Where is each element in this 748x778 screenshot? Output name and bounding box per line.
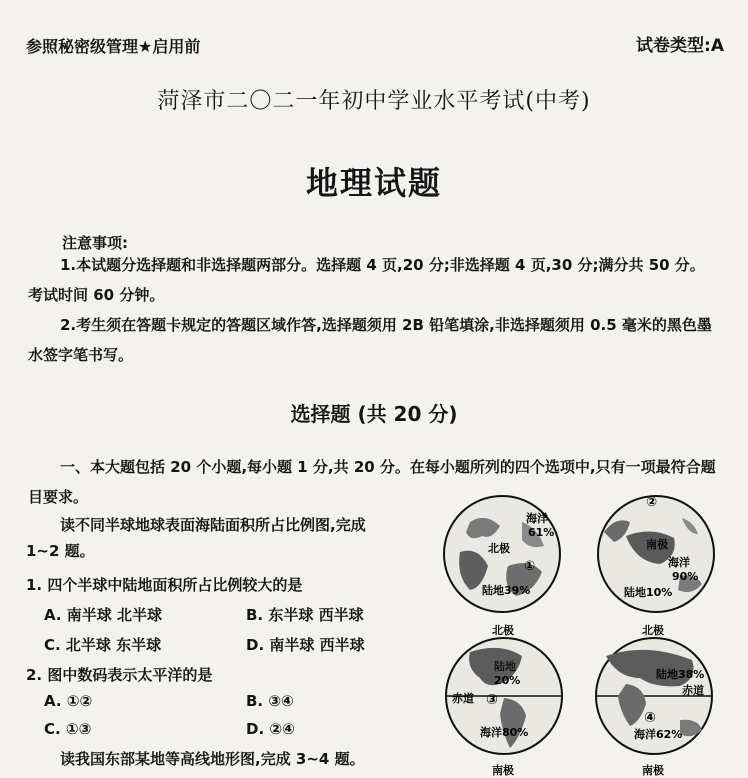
globe-4-eastern-hemisphere	[596, 623, 712, 777]
globe-3-bottom-label: 南极	[492, 764, 514, 777]
globe-1-pole-label: 北极	[488, 542, 510, 555]
globe-2-southern-hemisphere	[598, 495, 714, 612]
globe-1-number: ①	[524, 559, 536, 574]
globe-1-northern-hemisphere	[444, 496, 560, 612]
globe-4-bottom-label: 南极	[642, 764, 664, 777]
secret-level-label: 参照秘密级管理★启用前	[26, 37, 201, 56]
questions-3-4-intro: 读我国东部某地等高线地形图,完成 3~4 题。	[60, 750, 365, 768]
globe-3-land-pct: 20%	[494, 674, 521, 687]
globe-3-ocean-label: 海洋80%	[480, 726, 529, 739]
globe-2-land-label: 陆地10%	[624, 586, 673, 599]
globe-1-ocean-pct: 61%	[528, 526, 555, 539]
globe-4-number: ④	[644, 710, 656, 726]
question-2-option-d: D. ②④	[246, 720, 295, 738]
globe-4-top-label: 北极	[642, 624, 664, 637]
globe-1-land-label: 陆地39%	[482, 584, 531, 597]
globe-4-land-label: 陆地38%	[656, 668, 705, 681]
globe-3-number: ③	[486, 692, 498, 708]
subject-title: 地理试题	[305, 164, 442, 202]
note-item-1: 1.本试题分选择题和非选择题两部分。选择题 4 页,20 分;非选择题 4 页,30 分;满分共 50 分。考试时间 60 分钟。	[28, 256, 705, 304]
section-intro: 一、本大题包括 20 个小题,每小题 1 分,共 20 分。在每小题所列的四个选项中,只有一项最符合题目要求。	[28, 458, 716, 506]
question-2-stem: 2. 图中数码表示太平洋的是	[26, 666, 213, 684]
question-1-option-c: C. 北半球 东半球	[44, 636, 162, 654]
question-1-option-a: A. 南半球 北半球	[44, 606, 163, 624]
globe-4-equator-label: 赤道	[682, 684, 704, 697]
globe-3-top-label: 北极	[492, 624, 514, 637]
globe-3-equator-label: 赤道	[452, 692, 474, 705]
globe-2-ocean-pct: 90%	[672, 570, 699, 583]
question-2-option-b: B. ③④	[246, 692, 294, 710]
question-1-option-d: D. 南半球 西半球	[246, 636, 365, 654]
globe-2-ocean-label: 海洋	[668, 556, 690, 569]
globe-4-ocean-label: 海洋62%	[634, 728, 683, 741]
note-item-2: 2.考生须在答题卡规定的答题区域作答,选择题须用 2B 铅笔填涂,非选择题须用 0.5 毫米的黑色墨水签字笔书写。	[28, 316, 712, 364]
question-1-stem: 1. 四个半球中陆地面积所占比例较大的是	[26, 576, 303, 594]
question-1-option-b: B. 东半球 西半球	[246, 606, 364, 624]
globe-3-land-label: 陆地	[494, 660, 516, 673]
globe-2-pole-label: 南极	[646, 538, 668, 551]
globe-3-western-hemisphere	[446, 623, 562, 777]
question-2-option-c: C. ①③	[44, 720, 92, 738]
exam-title: 菏泽市二〇二一年初中学业水平考试(中考)	[157, 89, 591, 114]
paper-type-label: 试卷类型:A	[636, 36, 724, 56]
globe-1-ocean-label: 海洋	[526, 512, 548, 525]
question-intro-range: 1~2 题。	[26, 542, 95, 560]
question-2-option-a: A. ①②	[44, 692, 93, 710]
question-intro: 读不同半球地球表面海陆面积所占比例图,完成	[60, 516, 366, 534]
hemispheres-figure	[430, 492, 730, 778]
section-title: 选择题 (共 20 分)	[290, 402, 458, 426]
notes-heading: 注意事项:	[62, 234, 128, 252]
globe-2-number: ②	[646, 495, 658, 510]
